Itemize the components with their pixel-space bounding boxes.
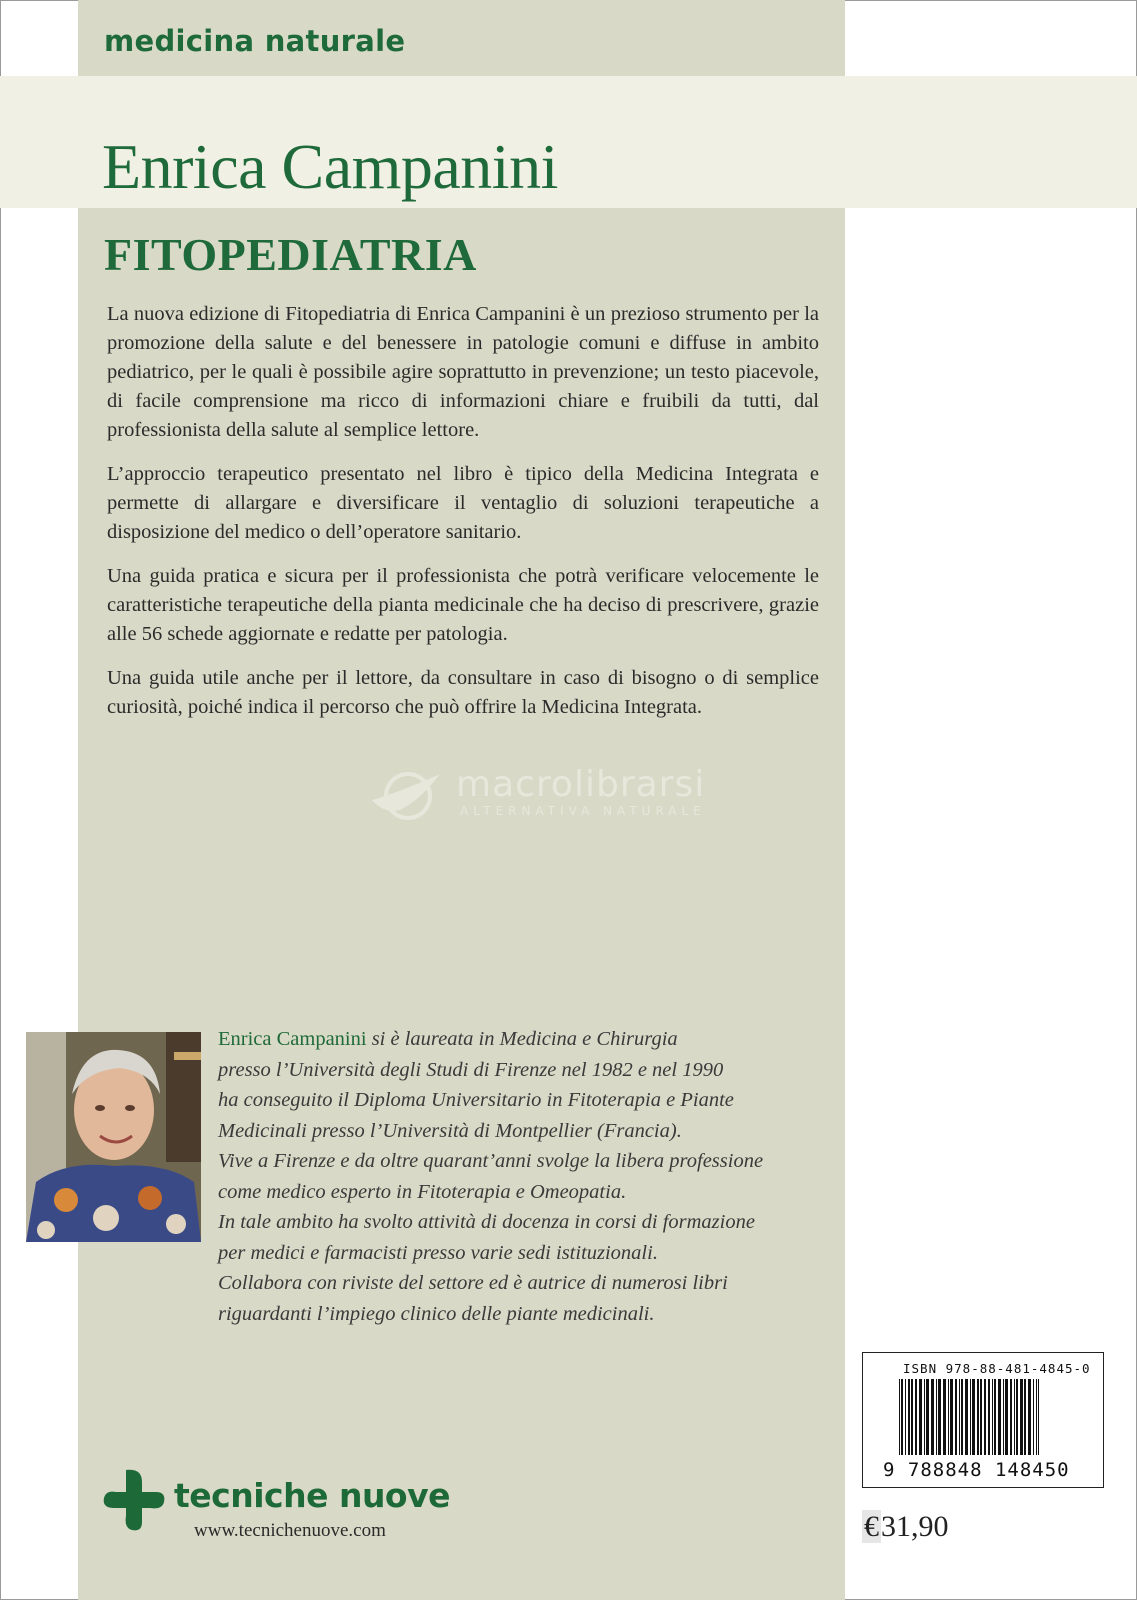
barcode-bar [1016,1379,1018,1455]
bio-line: Collabora con riviste del settore ed è autrice di numerosi libri [218,1272,728,1294]
barcode-bar [1038,1379,1039,1455]
publisher-logo [102,1468,450,1541]
bio-line: presso l’Università degli Studi di Firenze nel 1982 e nel 1990 [218,1058,724,1081]
publisher-url: www.tecnichenuove.com [194,1520,386,1541]
barcode-bar [899,1379,900,1455]
barcode-bar [948,1379,949,1455]
barcode-bar [1020,1379,1023,1455]
description-paragraph: La nuova edizione di Fitopediatria di Enrica Campanini è un prezioso strumento per la promozione della salute e del benessere in patologie comuni e diffuse in ambito pediatrico, per le quali è possibile agire soprattutto in prevenzione; un testo piacevole, di facile comprensione ma ricco di informazioni chiare e fruibili da tutti, dal professionista della salute al semplice lettore. [107,303,819,441]
barcode-bar [959,1379,960,1455]
bio-line: Medicinali presso l’Università di Montpellier (Francia). [218,1119,682,1142]
barcode-bar [980,1379,982,1455]
isbn-barcode [862,1352,1104,1488]
book-description [107,300,819,737]
barcode-bar [905,1379,906,1455]
barcode-bar [1003,1379,1004,1455]
description-paragraph: Una guida pratica e sicura per il professionista che potrà verificare velocemente le caratteristiche terapeutiche della pianta medicinale che ha deciso di prescrivere, grazie alle 56 schede aggiornate e redatte per patologia. [107,565,819,645]
barcode-bar [1028,1379,1031,1455]
barcode-bar [936,1379,937,1455]
barcode-bar [924,1379,925,1455]
isbn-number: ISBN 978-88-481-4845-0 [903,1361,1091,1376]
bio-author-name: Enrica Campanini [218,1028,367,1050]
series-title: medicina naturale [104,24,406,58]
barcode-bar [977,1379,979,1455]
barcode-bar [1033,1379,1034,1455]
barcode-bar [908,1379,910,1455]
publisher-name: tecniche nuove [174,1476,450,1515]
watermark-leaf-icon [370,770,446,822]
watermark-tagline: ALTERNATIVA NATURALE [460,804,706,818]
bio-line: si è laureata in Medicina e Chirurgia [366,1028,678,1050]
barcode-bar [919,1379,922,1455]
barcode-bar [970,1379,971,1455]
bio-line: Vive a Firenze e da oltre quarant’anni svolge la libera professione [218,1150,764,1172]
barcode-bar [988,1379,990,1455]
barcode-bar [931,1379,934,1455]
author-name: Enrica Campanini [102,131,558,202]
price-amount: 31,90 [881,1510,949,1543]
barcode-bar [1036,1379,1037,1455]
barcode-bar [911,1379,913,1455]
barcode-bar [992,1379,993,1455]
author-photo [26,1032,201,1242]
barcode-bar [938,1379,941,1455]
barcode-bar [926,1379,929,1455]
barcode-bar [1005,1379,1008,1455]
barcode-bar [965,1379,968,1455]
book-price [862,1510,949,1544]
watermark-name: macrolibrarsi [456,764,706,805]
bio-line: riguardanti l’impiego clinico delle piante medicinali. [218,1302,655,1325]
currency-symbol: € [864,1510,879,1543]
barcode-bar [1024,1379,1026,1455]
bio-line: ha conseguito il Diploma Universitario in Fitoterapia e Piante [218,1089,734,1111]
barcode-bar [1014,1379,1015,1455]
cross-leaf-logo-icon [102,1468,166,1532]
description-paragraph: L’approccio terapeutico presentato nel libro è tipico della Medicina Integrata e permette di allargare e diversificare il ventaglio di soluzioni terapeutiche a disposizione del medico o dell’operatore sanitario. [107,463,819,543]
barcode-bar [915,1379,917,1455]
barcode-bar [961,1379,963,1455]
bio-line: per medici e farmacisti presso varie sedi istituzionali. [218,1241,658,1264]
barcode-digits: 9 788848 148450 [883,1459,1070,1481]
barcode-bar [972,1379,975,1455]
barcode-bar [994,1379,996,1455]
book-title: FITOPEDIATRIA [104,229,477,280]
barcode-bar [955,1379,957,1455]
barcode-bar [901,1379,903,1455]
barcode-bar [1010,1379,1012,1455]
description-paragraph: Una guida utile anche per il lettore, da consultare in caso di bisogno o di semplice curiosità, poiché indica il percorso che può offrire la Medicina Integrata. [107,667,819,718]
watermark [370,764,706,826]
bio-line: come medico esperto in Fitoterapia e Omeopatia. [218,1180,627,1203]
barcode-bar [943,1379,946,1455]
bio-line: In tale ambito ha svolto attività di docenza in corsi di formazione [218,1211,755,1233]
author-bio [218,1024,838,1329]
barcode-bar [998,1379,1001,1455]
barcode-bar [984,1379,986,1455]
barcode-bar [950,1379,953,1455]
